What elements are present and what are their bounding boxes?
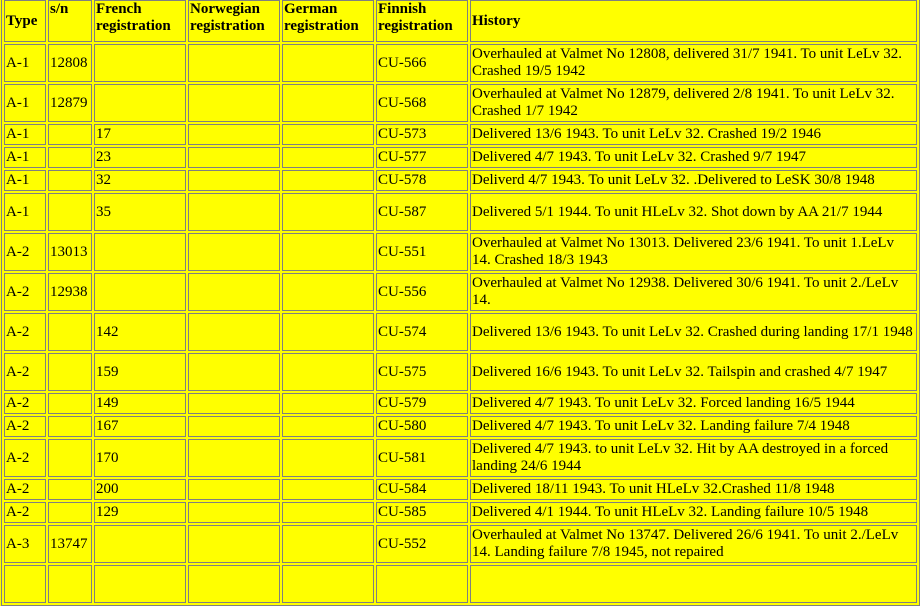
cell-french-registration — [94, 525, 186, 563]
cell-german-registration — [282, 84, 374, 122]
cell-type: A-2 — [4, 233, 46, 271]
cell-french-registration: 159 — [94, 353, 186, 391]
cell-type: A-2 — [4, 273, 46, 311]
cell-german-registration — [282, 525, 374, 563]
cell-history: Delivered 4/7 1943. to unit LeLv 32. Hit by AA destroyed in a forced landing 24/6 1944 — [470, 439, 917, 477]
header-norwegian-registration: Norwegian registration — [188, 0, 280, 42]
table-row — [4, 313, 917, 351]
cell-type: A-2 — [4, 416, 46, 437]
cell-sn — [48, 416, 92, 437]
cell-sn — [48, 313, 92, 351]
cell-norwegian-registration — [188, 170, 280, 191]
header-type: Type — [4, 0, 46, 42]
table-body — [4, 44, 917, 603]
cell-finnish-registration: CU-566 — [376, 44, 468, 82]
cell-french-registration: 170 — [94, 439, 186, 477]
header-sn: s/n — [48, 0, 92, 42]
cell-french-registration — [94, 44, 186, 82]
table-row — [4, 170, 917, 191]
cell-finnish-registration: CU-587 — [376, 193, 468, 231]
cell-finnish-registration: CU-575 — [376, 353, 468, 391]
cell-german-registration — [282, 124, 374, 145]
cell-norwegian-registration — [188, 439, 280, 477]
cell-history — [470, 565, 917, 603]
cell-french-registration: 35 — [94, 193, 186, 231]
cell-type: A-2 — [4, 313, 46, 351]
cell-finnish-registration: CU-578 — [376, 170, 468, 191]
cell-finnish-registration: CU-579 — [376, 393, 468, 414]
header-history: History — [470, 0, 917, 42]
cell-finnish-registration: CU-580 — [376, 416, 468, 437]
table-row — [4, 416, 917, 437]
cell-type: A-1 — [4, 147, 46, 168]
table-row — [4, 502, 917, 523]
cell-german-registration — [282, 416, 374, 437]
cell-finnish-registration: CU-556 — [376, 273, 468, 311]
cell-german-registration — [282, 353, 374, 391]
cell-type: A-1 — [4, 44, 46, 82]
cell-german-registration — [282, 170, 374, 191]
table-row — [4, 273, 917, 311]
cell-finnish-registration: CU-584 — [376, 479, 468, 500]
cell-history: Delivered 4/7 1943. To unit LeLv 32. Crashed 9/7 1947 — [470, 147, 917, 168]
cell-type: A-1 — [4, 193, 46, 231]
cell-history: Overhauled at Valmet No 12938. Delivered 30/6 1941. To unit 2./LeLv 14. — [470, 273, 917, 311]
cell-german-registration — [282, 502, 374, 523]
cell-sn — [48, 353, 92, 391]
header-german-registration: German registration — [282, 0, 374, 42]
cell-sn — [48, 124, 92, 145]
cell-type: A-2 — [4, 479, 46, 500]
cell-norwegian-registration — [188, 416, 280, 437]
cell-sn: 12808 — [48, 44, 92, 82]
cell-french-registration: 17 — [94, 124, 186, 145]
cell-norwegian-registration — [188, 565, 280, 603]
cell-finnish-registration: CU-552 — [376, 525, 468, 563]
cell-type: A-1 — [4, 124, 46, 145]
cell-sn — [48, 565, 92, 603]
cell-norwegian-registration — [188, 124, 280, 145]
cell-french-registration: 32 — [94, 170, 186, 191]
cell-german-registration — [282, 479, 374, 500]
cell-history: Delivered 18/11 1943. To unit HLeLv 32.Crashed 11/8 1948 — [470, 479, 917, 500]
cell-french-registration: 200 — [94, 479, 186, 500]
cell-french-registration: 23 — [94, 147, 186, 168]
table-row — [4, 44, 917, 82]
table-row — [4, 193, 917, 231]
cell-german-registration — [282, 393, 374, 414]
cell-french-registration — [94, 273, 186, 311]
cell-french-registration: 167 — [94, 416, 186, 437]
cell-norwegian-registration — [188, 525, 280, 563]
cell-finnish-registration — [376, 565, 468, 603]
cell-history: Delivered 4/7 1943. To unit LeLv 32. Landing failure 7/4 1948 — [470, 416, 917, 437]
cell-history: Delivered 5/1 1944. To unit HLeLv 32. Shot down by AA 21/7 1944 — [470, 193, 917, 231]
cell-german-registration — [282, 565, 374, 603]
cell-norwegian-registration — [188, 147, 280, 168]
cell-finnish-registration: CU-585 — [376, 502, 468, 523]
table-row — [4, 353, 917, 391]
cell-french-registration — [94, 233, 186, 271]
cell-history: Delivered 13/6 1943. To unit LeLv 32. Crashed during landing 17/1 1948 — [470, 313, 917, 351]
cell-sn — [48, 193, 92, 231]
cell-type: A-2 — [4, 502, 46, 523]
cell-finnish-registration: CU-568 — [376, 84, 468, 122]
cell-german-registration — [282, 193, 374, 231]
cell-type: A-1 — [4, 170, 46, 191]
table-row — [4, 439, 917, 477]
cell-german-registration — [282, 273, 374, 311]
cell-history: Overhauled at Valmet No 12808, delivered 31/7 1941. To unit LeLv 32. Crashed 19/5 1942 — [470, 44, 917, 82]
header-row — [4, 0, 917, 42]
cell-norwegian-registration — [188, 502, 280, 523]
table-row — [4, 233, 917, 271]
cell-french-registration: 149 — [94, 393, 186, 414]
cell-history: Delivered 16/6 1943. To unit LeLv 32. Tailspin and crashed 4/7 1947 — [470, 353, 917, 391]
cell-history: Overhauled at Valmet No 13013. Delivered 23/6 1941. To unit 1.LeLv 14. Crashed 18/3 1943 — [470, 233, 917, 271]
cell-sn: 13747 — [48, 525, 92, 563]
cell-norwegian-registration — [188, 273, 280, 311]
cell-finnish-registration: CU-577 — [376, 147, 468, 168]
cell-sn — [48, 147, 92, 168]
cell-sn — [48, 393, 92, 414]
cell-type: A-3 — [4, 525, 46, 563]
cell-sn — [48, 170, 92, 191]
cell-norwegian-registration — [188, 233, 280, 271]
cell-sn — [48, 439, 92, 477]
cell-sn: 12938 — [48, 273, 92, 311]
cell-sn — [48, 502, 92, 523]
cell-type: A-2 — [4, 393, 46, 414]
cell-sn: 12879 — [48, 84, 92, 122]
cell-norwegian-registration — [188, 84, 280, 122]
cell-french-registration: 129 — [94, 502, 186, 523]
cell-sn: 13013 — [48, 233, 92, 271]
cell-french-registration — [94, 565, 186, 603]
header-finnish-registration: Finnish registration — [376, 0, 468, 42]
cell-history: Overhauled at Valmet No 13747. Delivered 26/6 1941. To unit 2./LeLv 14. Landing failure 7/8 1945, not repaired — [470, 525, 917, 563]
table-row — [4, 393, 917, 414]
cell-sn — [48, 479, 92, 500]
cell-norwegian-registration — [188, 44, 280, 82]
cell-history: Delivered 13/6 1943. To unit LeLv 32. Crashed 19/2 1946 — [470, 124, 917, 145]
cell-type — [4, 565, 46, 603]
cell-history: Deliverd 4/7 1943. To unit LeLv 32. .Delivered to LeSK 30/8 1948 — [470, 170, 917, 191]
cell-type: A-2 — [4, 439, 46, 477]
cell-finnish-registration: CU-551 — [376, 233, 468, 271]
cell-french-registration — [94, 84, 186, 122]
table-row — [4, 147, 917, 168]
cell-type: A-2 — [4, 353, 46, 391]
cell-history: Delivered 4/1 1944. To unit HLeLv 32. Landing failure 10/5 1948 — [470, 502, 917, 523]
cell-french-registration: 142 — [94, 313, 186, 351]
table-row — [4, 84, 917, 122]
cell-finnish-registration: CU-574 — [376, 313, 468, 351]
cell-german-registration — [282, 44, 374, 82]
cell-history: Delivered 4/7 1943. To unit LeLv 32. Forced landing 16/5 1944 — [470, 393, 917, 414]
cell-norwegian-registration — [188, 353, 280, 391]
cell-german-registration — [282, 313, 374, 351]
header-french-registration: French registration — [94, 0, 186, 42]
table-row — [4, 479, 917, 500]
cell-norwegian-registration — [188, 479, 280, 500]
table-row — [4, 124, 917, 145]
cell-norwegian-registration — [188, 313, 280, 351]
cell-history: Overhauled at Valmet No 12879, delivered 2/8 1941. To unit LeLv 32. Crashed 1/7 1942 — [470, 84, 917, 122]
cell-german-registration — [282, 147, 374, 168]
cell-finnish-registration: CU-581 — [376, 439, 468, 477]
table-row — [4, 565, 917, 603]
cell-type: A-1 — [4, 84, 46, 122]
table-row — [4, 525, 917, 563]
cell-norwegian-registration — [188, 193, 280, 231]
cell-norwegian-registration — [188, 393, 280, 414]
cell-german-registration — [282, 233, 374, 271]
aircraft-registration-table — [1, 0, 920, 606]
cell-german-registration — [282, 439, 374, 477]
cell-finnish-registration: CU-573 — [376, 124, 468, 145]
